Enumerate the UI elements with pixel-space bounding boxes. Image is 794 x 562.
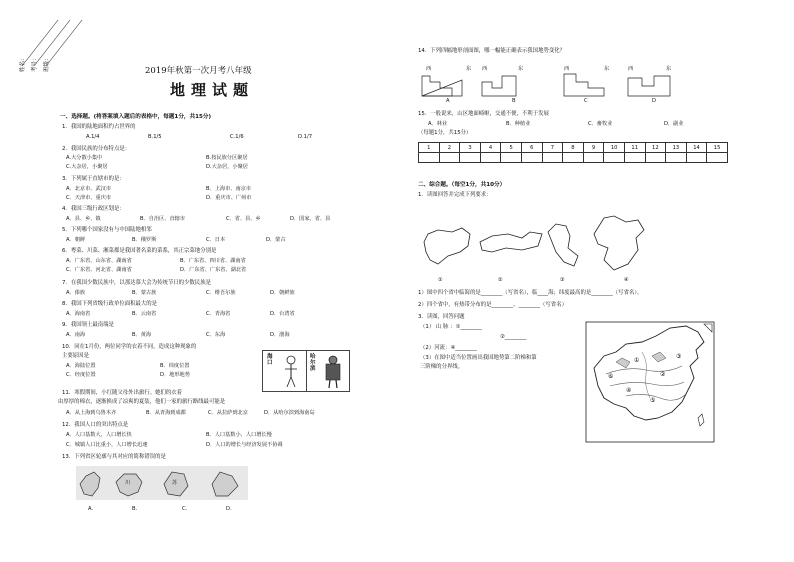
q14-b-west: 西 bbox=[482, 66, 488, 72]
q5-option-c: C．日本 bbox=[206, 237, 226, 243]
q4-option-c: C．省、县、乡 bbox=[226, 216, 261, 222]
q6-option-b: B．广东省、四川省、湖南省 bbox=[180, 258, 246, 264]
name-label: 姓名： bbox=[20, 55, 26, 72]
q5-stem: 5．下列哪个国家没有与中国陆地相邻 bbox=[62, 227, 152, 233]
q8-stem: 8．我国下列省级行政单位面积最大的是 bbox=[62, 301, 158, 307]
q10-option-b: B．纬度位置 bbox=[160, 363, 190, 369]
answer-cell[interactable] bbox=[542, 153, 563, 163]
answer-cell[interactable] bbox=[419, 153, 440, 163]
q10-stem: 10．同在1月份，两位同学的衣着不同，造成这种现象的 bbox=[62, 344, 197, 350]
answer-cell[interactable] bbox=[686, 153, 707, 163]
q11-option-d: D．从哈尔滨到海南岛 bbox=[264, 410, 315, 416]
s2-q3-line4: （3）在图中适当位置画出我国地势第二阶梯和第 bbox=[420, 355, 537, 361]
answer-table bbox=[418, 142, 728, 163]
q7-stem: 7．在我国少数民族中，以那达慕大会为传统节日的少数民族是 bbox=[62, 280, 211, 286]
class-label: 班级： bbox=[44, 55, 50, 72]
q14-option-a: A bbox=[446, 98, 450, 104]
s2-province-1-label: ① bbox=[438, 277, 443, 283]
q11-stem: 11．寒假期间，小红随父母外出旅行。她们的衣着 bbox=[62, 390, 183, 396]
q13-province-outlines bbox=[76, 466, 248, 502]
q13-option-a: A. bbox=[88, 506, 94, 512]
s2-province-4-label: ④ bbox=[624, 277, 629, 283]
q7-option-b: B．蒙古族 bbox=[132, 290, 157, 296]
q15-option-a: A．林业 bbox=[428, 121, 448, 127]
subject-title: 地理试题 bbox=[170, 81, 255, 99]
q10-option-a: A．海陆位置 bbox=[66, 363, 96, 369]
answer-cell[interactable] bbox=[583, 153, 604, 163]
q14-stem: 14．下列四幅地形剖面图，哪一幅能正确表示我国地势变化？ bbox=[418, 48, 566, 54]
svg-text:⑤: ⑤ bbox=[650, 397, 656, 404]
q15-stem: 15．一般说来，山区地面崎岖，交通不便，不利于发展 bbox=[418, 111, 549, 117]
q6-stem: 6．粤菜、川菜、湘菜都是我国著名菜的菜系，其正宗菜地分别是 bbox=[62, 248, 217, 254]
q3-option-d: D．重庆市、广州市 bbox=[206, 195, 252, 201]
q2-option-a: A.大分散小集中 bbox=[66, 155, 103, 161]
answer-cell[interactable] bbox=[501, 153, 522, 163]
q9-option-c: C．东海 bbox=[206, 332, 226, 338]
q2-stem: 2．我国民族的分布特点是： bbox=[62, 146, 131, 152]
exam-title: 2019年秋第一次月考八年级 bbox=[145, 66, 252, 76]
harbin-label: 哈尔滨 bbox=[310, 354, 316, 372]
q14-b-east: 东 bbox=[518, 66, 524, 72]
q3-option-c: C．天津市、重庆市 bbox=[66, 195, 112, 201]
q14-d-east: 东 bbox=[666, 66, 672, 72]
q8-option-d: D．台湾省 bbox=[270, 311, 295, 317]
q12-option-b: B．人口基数小，人口增长慢 bbox=[206, 432, 272, 438]
q1-option-c: C.1/6 bbox=[230, 134, 244, 140]
haikou-label: 海口 bbox=[267, 354, 273, 366]
q8-option-b: B．云南省 bbox=[132, 311, 157, 317]
q13-option-d: D. bbox=[226, 506, 232, 512]
section1-heading: 一、选择题。(将答案填入题后的表格中，每题1分，共15分) bbox=[60, 114, 212, 120]
q14-a-east: 东 bbox=[466, 66, 472, 72]
s2-q3-line2[interactable]: ②________ bbox=[500, 334, 527, 340]
binding-lines bbox=[0, 0, 100, 80]
q3-stem: 3．下列属于直辖市的是： bbox=[62, 176, 125, 182]
s2-q3-stem: 3．读图，回答问题 bbox=[418, 314, 465, 320]
answer-cell[interactable] bbox=[666, 153, 687, 163]
answer-cell[interactable] bbox=[563, 153, 584, 163]
answer-number-cell: 6 bbox=[521, 143, 542, 153]
q15-option-d: D．副业 bbox=[664, 121, 684, 127]
q5-option-d: D．蒙古 bbox=[266, 237, 286, 243]
answer-number-cell: 13 bbox=[666, 143, 687, 153]
answer-number-cell: 15 bbox=[707, 143, 728, 153]
answer-number-cell: 7 bbox=[542, 143, 563, 153]
section2-heading: 二、综合题。（每空1分，共10分） bbox=[418, 182, 506, 188]
q11-stem-cont: 由厚厚的棉衣，逐渐换成了凉爽的夏装，他们一家的旅行路线最可能是 bbox=[58, 399, 226, 405]
exam-no-label: 考号： bbox=[32, 55, 38, 72]
q10-illustration bbox=[262, 350, 350, 392]
q9-option-d: D．渤海 bbox=[270, 332, 290, 338]
q14-option-b: B bbox=[512, 98, 516, 104]
q14-c-west: 西 bbox=[564, 66, 570, 72]
q4-option-a: A．县、乡、镇 bbox=[66, 216, 101, 222]
s2-q3-line5: 三阶梯的分界线。 bbox=[420, 364, 464, 370]
answer-number-cell: 3 bbox=[460, 143, 481, 153]
answer-cell[interactable] bbox=[480, 153, 501, 163]
q2-option-b: B.按民族分区聚居 bbox=[206, 155, 248, 161]
q5-option-a: A．朝鲜 bbox=[66, 237, 86, 243]
q7-option-d: D．朝鲜族 bbox=[270, 290, 295, 296]
q7-option-c: C．维吾尔族 bbox=[206, 290, 236, 296]
answer-cell[interactable] bbox=[645, 153, 666, 163]
q14-option-c: C bbox=[584, 98, 588, 104]
s2-q1-line2[interactable]: 2）四个省中，有热带分布的是________、________（写省名） bbox=[418, 302, 567, 308]
answer-number-cell: 14 bbox=[686, 143, 707, 153]
answer-cell[interactable] bbox=[604, 153, 625, 163]
q10-stem-cont: 主要原因是 bbox=[62, 353, 89, 359]
q10-option-c: C．经度位置 bbox=[66, 372, 96, 378]
s2-q1-stem: 1．读图回答并完成下列要求： bbox=[418, 192, 492, 198]
q3-option-b: B．上海市、南京市 bbox=[206, 186, 252, 192]
q6-option-d: D．广东省、广东省、湖北省 bbox=[180, 267, 247, 273]
q11-option-c: C．从拉萨到北京 bbox=[208, 410, 248, 416]
q1-option-a: A.1/4 bbox=[86, 134, 100, 140]
answer-note: （每题1分，共15分） bbox=[418, 130, 472, 136]
answer-cell[interactable] bbox=[521, 153, 542, 163]
answer-number-row bbox=[419, 143, 728, 153]
answer-blank-row bbox=[419, 153, 728, 163]
answer-number-cell: 2 bbox=[439, 143, 460, 153]
answer-cell[interactable] bbox=[439, 153, 460, 163]
q1-stem: 1．我国的陆地面积约占世界的 bbox=[62, 124, 136, 130]
q6-option-a: A．广东省、山东省、湖南省 bbox=[66, 258, 132, 264]
dressed-people-icon bbox=[263, 351, 349, 391]
answer-cell[interactable] bbox=[624, 153, 645, 163]
answer-number-cell: 1 bbox=[419, 143, 440, 153]
q1-option-d: D.1/7 bbox=[298, 134, 312, 140]
q4-option-b: B．自治区、直辖市 bbox=[140, 216, 186, 222]
q1-option-b: B.1/5 bbox=[148, 134, 162, 140]
q13-option-b: B. bbox=[132, 506, 138, 512]
q13-stem: 13．下列省区轮廓与其对应的简称错误的是 bbox=[62, 454, 166, 460]
s2-q1-line1[interactable]: 1）图中四个省中临海的是________（写省名），临____海；纬度最高的是________（写省名）。 bbox=[418, 290, 643, 296]
answer-number-cell: 5 bbox=[501, 143, 522, 153]
q11-option-a: A．从上海到乌鲁木齐 bbox=[66, 410, 117, 416]
q6-option-c: C．广东省、河北省、湖南省 bbox=[66, 267, 132, 273]
svg-text:②: ② bbox=[660, 371, 666, 378]
s2-province-2-label: ② bbox=[498, 277, 503, 283]
q14-terrain-profiles bbox=[418, 72, 688, 98]
q14-a-west: 西 bbox=[426, 66, 432, 72]
q2-option-d: D.大杂居，小聚居 bbox=[206, 164, 248, 170]
answer-cell[interactable] bbox=[707, 153, 728, 163]
q8-option-a: A．海南省 bbox=[66, 311, 91, 317]
answer-number-cell: 8 bbox=[563, 143, 584, 153]
q8-option-c: C．青海省 bbox=[206, 311, 231, 317]
q3-option-a: A．北京市、武汉市 bbox=[66, 186, 112, 192]
q7-option-a: A．傣族 bbox=[66, 290, 86, 296]
svg-text:③: ③ bbox=[676, 353, 682, 360]
answer-number-cell: 10 bbox=[604, 143, 625, 153]
q9-option-b: B．黄海 bbox=[132, 332, 152, 338]
q4-option-d: D．国家、省、县 bbox=[290, 216, 331, 222]
q11-option-b: B．从青海到成都 bbox=[146, 410, 186, 416]
s2-province-outlines bbox=[418, 212, 668, 276]
svg-text:⑥: ⑥ bbox=[608, 373, 614, 380]
s2-province-3-label: ③ bbox=[560, 277, 565, 283]
answer-number-cell: 12 bbox=[645, 143, 666, 153]
q4-stem: 4．我国三级行政区划是： bbox=[62, 206, 125, 212]
answer-number-cell: 11 bbox=[624, 143, 645, 153]
q12-option-a: A．人口基数大，人口增长快 bbox=[66, 432, 132, 438]
q9-option-a: A．南海 bbox=[66, 332, 86, 338]
s2-q3-line3[interactable]: （2）河流：④________ bbox=[420, 345, 477, 351]
q5-option-b: B．俄罗斯 bbox=[132, 237, 157, 243]
q15-option-c: C．畜牧业 bbox=[588, 121, 613, 127]
china-relief-map bbox=[586, 322, 714, 442]
q12-option-d: D．人口的增长与经济发展不协调 bbox=[206, 442, 283, 448]
answer-number-cell: 9 bbox=[583, 143, 604, 153]
q14-option-d: D bbox=[652, 98, 656, 104]
q14-d-west: 西 bbox=[628, 66, 634, 72]
answer-cell[interactable] bbox=[460, 153, 481, 163]
answer-number-cell: 4 bbox=[480, 143, 501, 153]
s2-q3-line1[interactable]: （1） 山 脉 ：①________ bbox=[420, 324, 482, 330]
q13-map-c-text: 苏 bbox=[172, 480, 178, 486]
q12-option-c: C．城镇人口比重小，人口增长迅速 bbox=[66, 442, 148, 448]
svg-text:①: ① bbox=[634, 357, 640, 364]
q9-stem: 9．我国领土最南端是 bbox=[62, 322, 114, 328]
q13-option-c: C. bbox=[182, 506, 188, 512]
q12-stem: 12．我国人口的突出特点是 bbox=[62, 422, 129, 428]
svg-text:④: ④ bbox=[626, 387, 632, 394]
q14-c-east: 东 bbox=[604, 66, 610, 72]
q10-option-d: D．地形地势 bbox=[160, 372, 190, 378]
q2-option-c: C.大杂居，小聚居 bbox=[66, 164, 108, 170]
q15-option-b: B．种植业 bbox=[506, 121, 531, 127]
q13-map-b-text: 川 bbox=[125, 480, 131, 486]
